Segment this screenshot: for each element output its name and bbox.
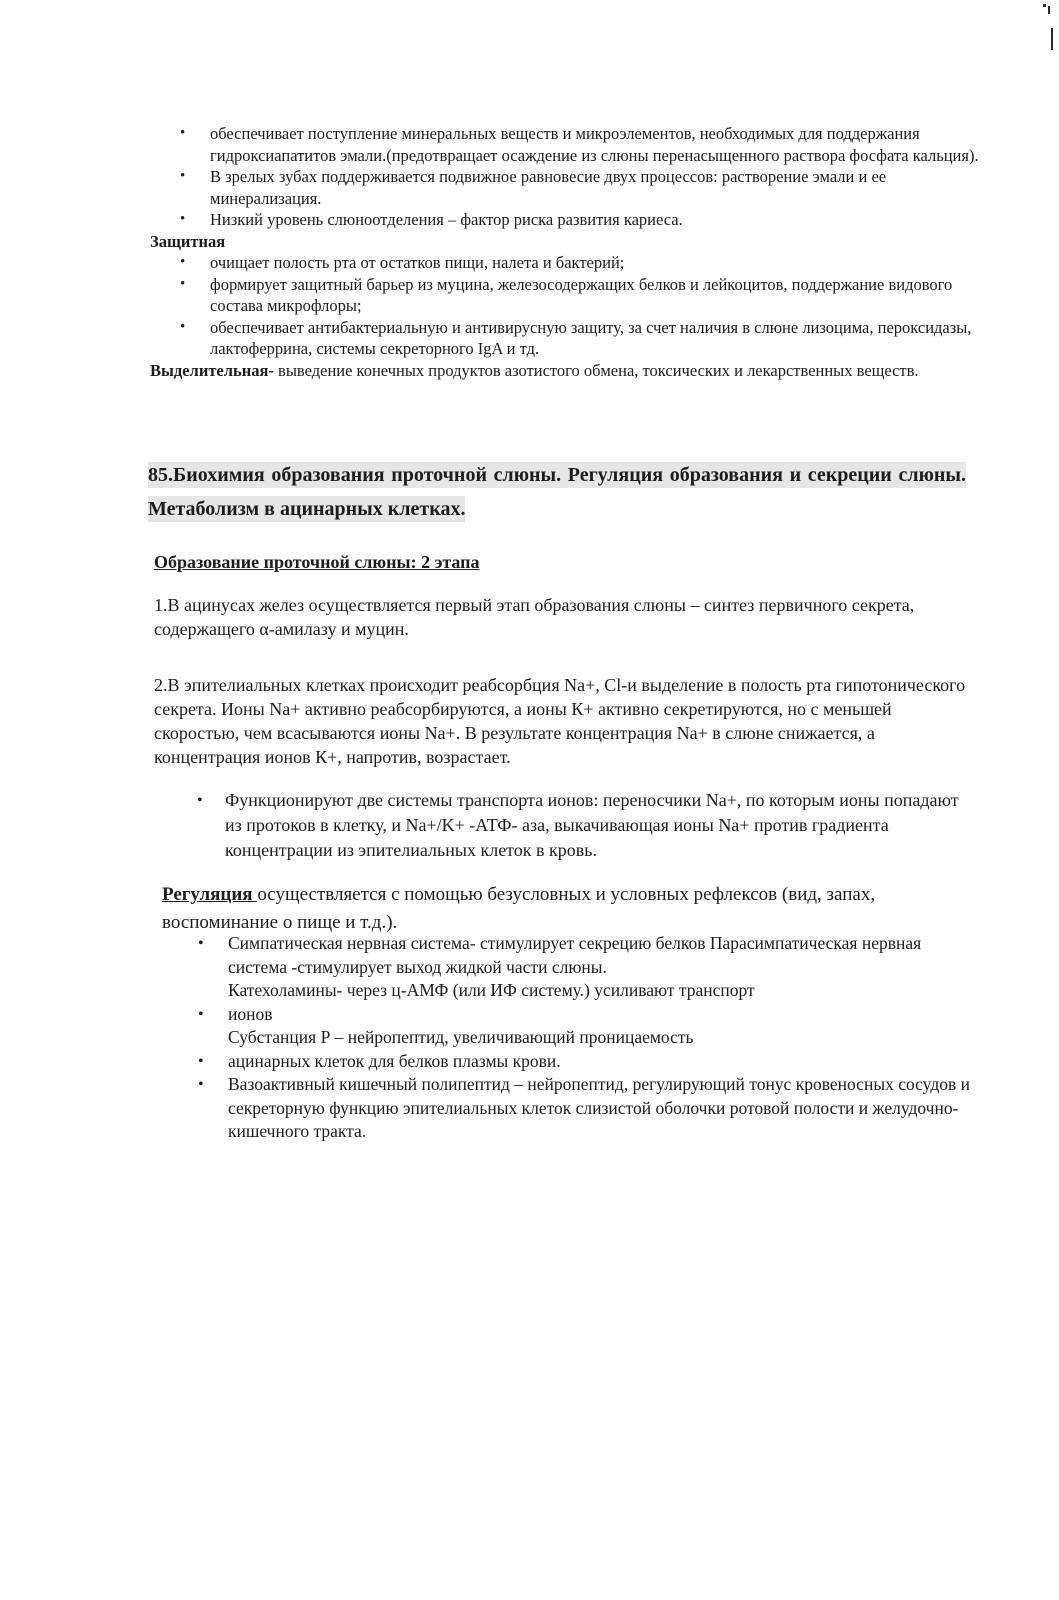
top-section [150, 123, 980, 381]
list-item: • формирует защитный барьер из муцина, железосодержащих белков и лейкоцитов, поддержание видового состава микрофлоры; [150, 274, 980, 317]
corner-scan-mark [1041, 0, 1055, 50]
formation-step-1: 1.В ацинусах желез осуществляется первый этап образования слюны – синтез первичного секрета, содержащего α-амилазу и муцин. [154, 595, 915, 639]
list-item: • очищает полость рта от остатков пищи, налета и бактерий; [150, 252, 980, 274]
protective-heading: Защитная [150, 231, 226, 251]
catecholamines-text: Катехоламины- через ц-АМФ (или ИФ систему.) усиливают транспорт [228, 980, 755, 1000]
list-item: • Низкий уровень слюноотделения – фактор риска развития кариеса. [150, 209, 980, 231]
formation-step-2: 2.В эпителиальных клетках происходит реабсорбция Na+, Cl-и выделение в полость рта гипотонического секрета. Ионы Na+ активно реабсорбируются, а ионы К+ активно секретируются, но с меньшей скоростью, чем всасываются ионы Na+. В результате концентрация Na+ в слюне снижается, а концентрация ионов К+, напротив, возрастает. [154, 675, 966, 767]
ions-text: ионов [228, 1003, 273, 1024]
excretory-text: выведение конечных продуктов азотистого обмена, токсических и лекарственных веществ. [273, 360, 919, 380]
list-item [180, 932, 980, 1003]
regulation-text: осуществляется с помощью безусловных и условных рефлексов (вид, запах, воспоминание о пище и т.д.). [162, 884, 876, 933]
excretory-lead: Выделительная- [150, 360, 274, 380]
list-item: • В зрелых зубах поддерживается подвижное равновесие двух процессов: растворение эмали и ее минерализация. [150, 166, 980, 209]
list-item: • Вазоактивный кишечный полипептид – нейропептид, регулирующий тонус кровеносных сосудов и секреторную функцию эпителиальных клеток слизистой оболочки ротовой полости и желудочно- кишечного тракта. [180, 1073, 980, 1144]
transport-list [175, 788, 965, 863]
list-item [180, 1003, 980, 1050]
mineralizing-list [150, 123, 980, 231]
sympathetic-text: Симпатическая нервная система- стимулирует секрецию белков Парасимпатическая нервная система -стимулирует выход жидкой части слюны. [228, 933, 922, 977]
list-item: • ацинарных клеток для белков плазмы крови. [180, 1050, 980, 1074]
list-item: • обеспечивает поступление минеральных веществ и микроэлементов, необходимых для поддержания гидроксиапатитов эмали.(предотвращает осаждение из слюны перенасыщенного раствора фосфата кальция). [150, 123, 980, 166]
regulation-paragraph [162, 881, 962, 937]
formation-heading: Образование проточной слюны: 2 этапа [154, 552, 480, 572]
excretory-paragraph [150, 360, 980, 382]
section-heading [148, 458, 966, 526]
list-item: • обеспечивает антибактериальную и антивирусную защиту, за счет наличия в слюне лизоцима, пероксидазы, лактоферрина, системы секреторного IgA и тд. [150, 317, 980, 360]
section-title: 85.Биохимия образования проточной слюны. Регуляция образования и секреции слюны. Метаболизм в ацинарных клетках. [148, 464, 966, 520]
protective-list [150, 252, 980, 360]
list-item: • Функционируют две системы транспорта ионов: переносчики Na+, по которым ионы попадают из протоков в клетку, и Na+/K+ -АТФ- аза, выкачивающая ионы Na+ против градиента концентрации из эпителиальных клеток в кровь. [175, 788, 965, 863]
regulation-lead: Регуляция [162, 884, 258, 905]
regulation-list [180, 932, 980, 1144]
substance-p-text: Субстанция Р – нейропептид, увеличивающий проницаемость [228, 1027, 694, 1047]
